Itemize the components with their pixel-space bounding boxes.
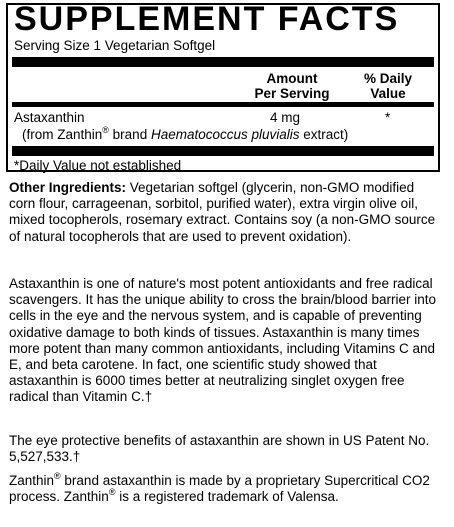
trademark-paragraph: Zanthin® brand astaxanthin is made by a proprietary Supercritical CO2 process. Zanthin® is a registered trademark of Valensa. [9, 470, 430, 505]
panel-title: SUPPLEMENT FACTS [14, 0, 400, 38]
amount-header: Amount Per Serving [254, 71, 330, 101]
daily-value-header: % Daily Value [363, 71, 413, 101]
ingredient-source: (from Zanthin® brand Haematococcus pluvialis extract) [22, 124, 349, 142]
medium-divider [12, 102, 434, 107]
serving-size: Serving Size 1 Vegetarian Softgel [14, 38, 216, 53]
other-ingredients [9, 180, 441, 245]
ingredient-amount: 4 mg [270, 110, 301, 125]
daily-value-footnote: *Daily Value not established [14, 158, 182, 173]
ingredient-daily-value: * [385, 110, 391, 125]
other-ingredients-label: Other Ingredients: [9, 180, 127, 195]
thick-divider [12, 57, 434, 67]
patent-paragraph: The eye protective benefits of astaxanthin are shown in US Patent No. 5,527,533.† [9, 433, 430, 465]
other-ingredients-text: Vegetarian softgel (glycerin, non-GMO modified corn flour, carrageenan, sorbitol, purified water), extra virgin olive oil, mixed tocopherols, rosemary extract. Contains soy (a non-GMO source of natural tocopherols that are used to prevent oxidation). [9, 180, 436, 244]
bottom-thick-divider [12, 146, 434, 156]
astaxanthin-description: Astaxanthin is one of nature's most potent antioxidants and free radical scavengers. It has the unique ability to cross the brain/blood barrier into cells in the eye and the nervous system, and is capable of preventing oxidative damage to both kinds of tissues. Astaxanthin is many times more potent than many common antioxidants, including Vitamins C and E, and beta carotene. In fact, one scientific study showed that astaxanthin is 6000 times better at neutralizing singlet oxygen free radical than Vitamin C.† [9, 276, 436, 405]
ingredient-name: Astaxanthin [14, 110, 85, 125]
supplement-facts-panel [6, 0, 440, 173]
